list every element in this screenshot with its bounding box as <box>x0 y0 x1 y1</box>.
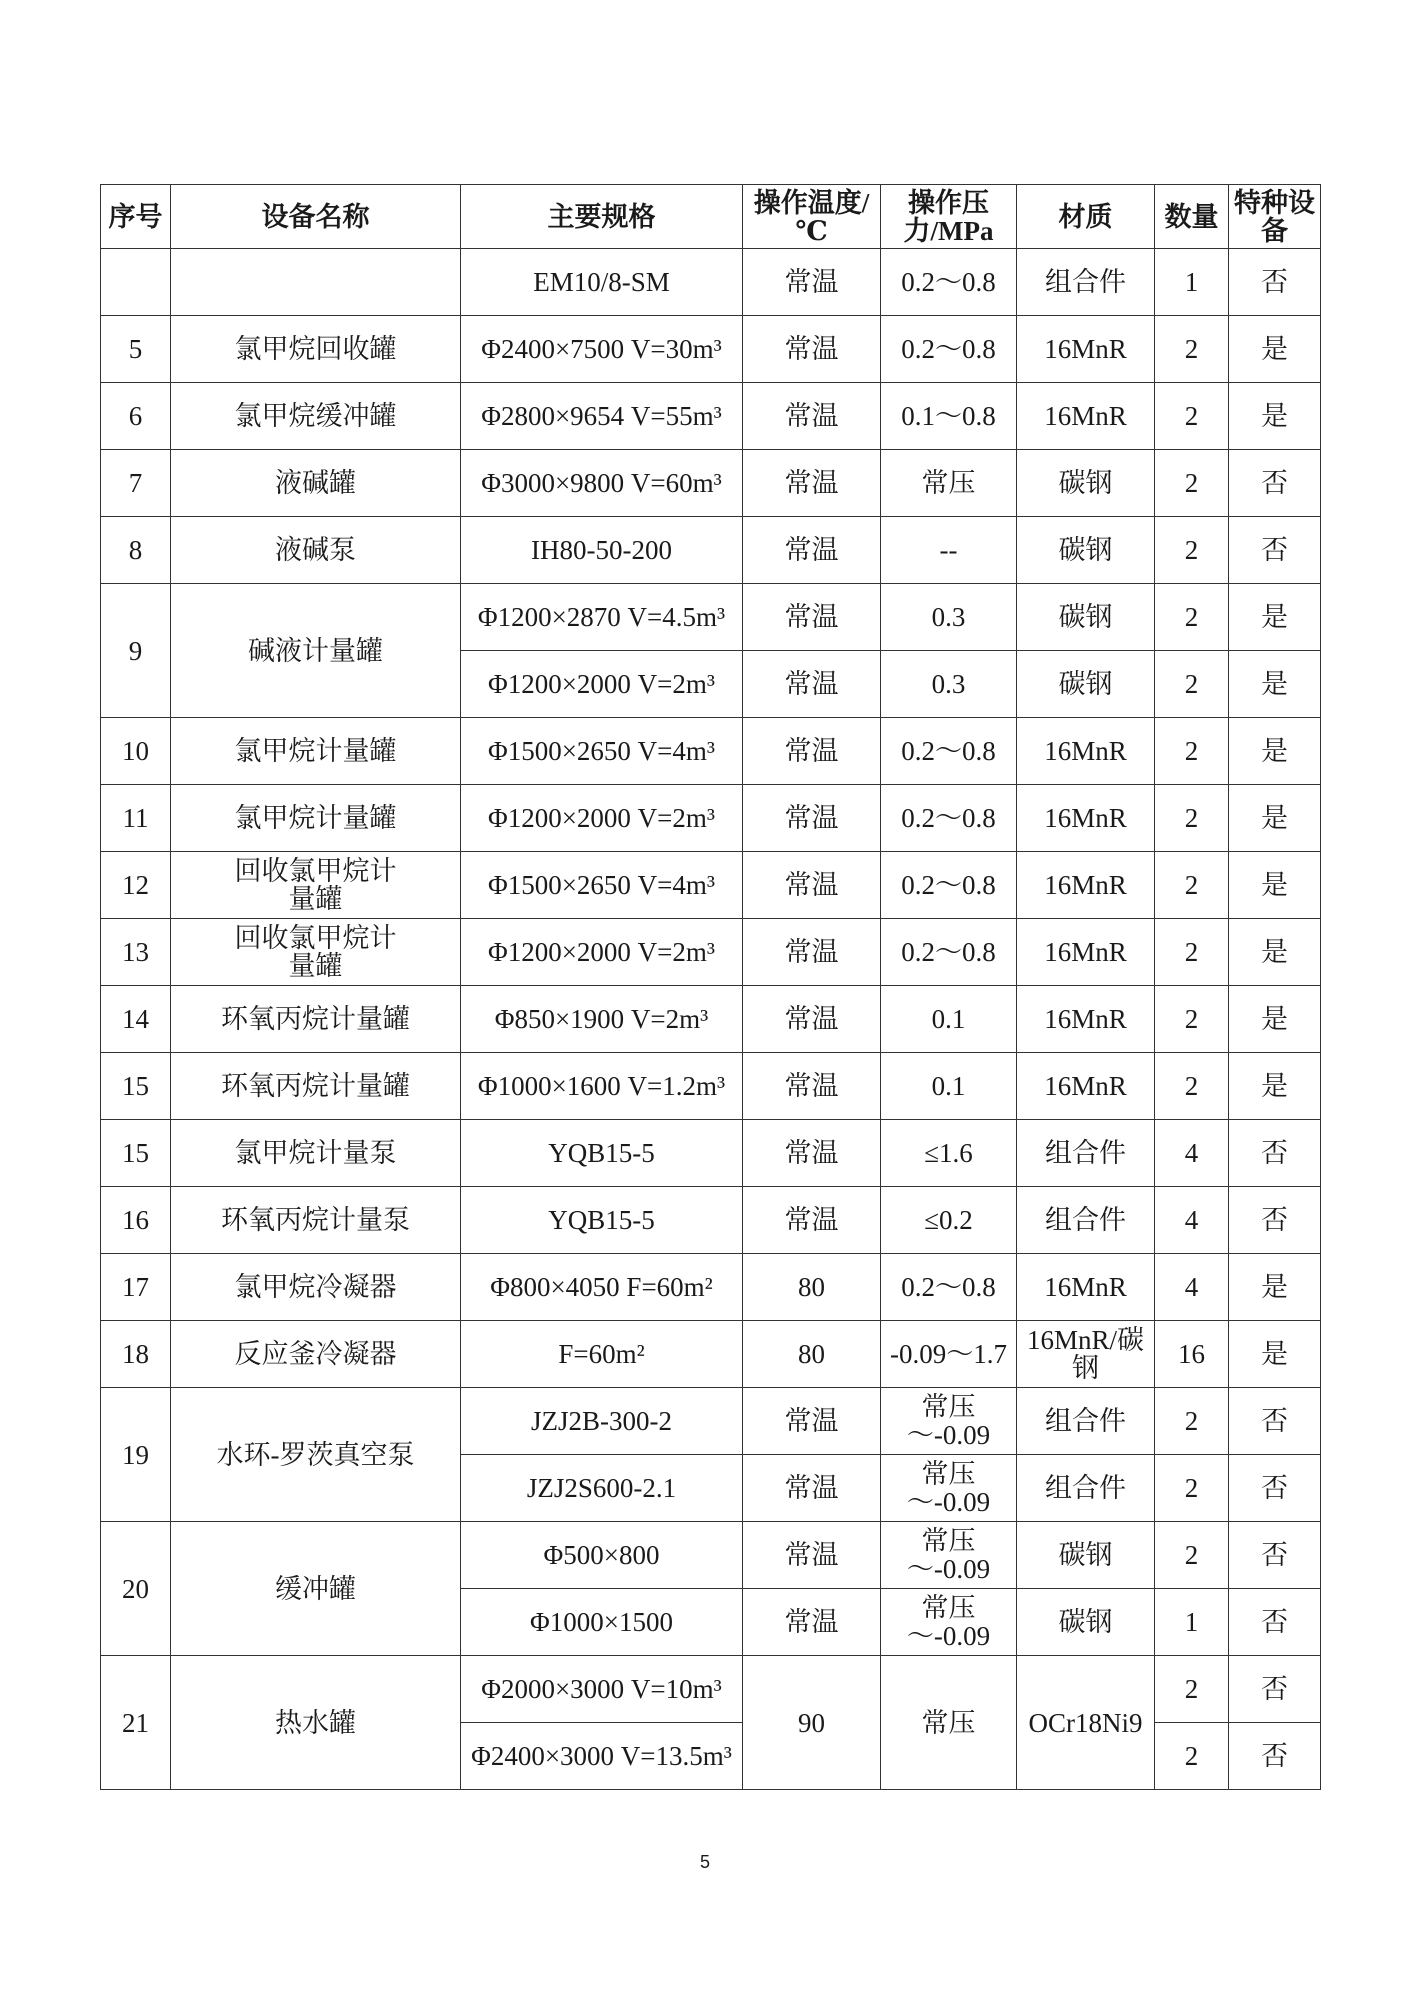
cell-material: 碳钢 <box>1017 1522 1155 1589</box>
header-seq: 序号 <box>101 185 171 249</box>
cell-temp: 常温 <box>743 383 881 450</box>
cell-special: 是 <box>1229 1321 1321 1388</box>
cell-name: 氯甲烷计量泵 <box>171 1120 461 1187</box>
cell-pressure: 0.2～0.8 <box>881 919 1017 986</box>
cell-temp: 常温 <box>743 249 881 316</box>
cell-temp: 常温 <box>743 1522 881 1589</box>
cell-material: 碳钢 <box>1017 1589 1155 1656</box>
cell-seq: 6 <box>101 383 171 450</box>
cell-qty: 2 <box>1155 1656 1229 1723</box>
cell-qty: 2 <box>1155 584 1229 651</box>
cell-name: 回收氯甲烷计量罐 <box>171 919 461 986</box>
cell-temp: 常温 <box>743 1187 881 1254</box>
table-row <box>101 383 1321 450</box>
cell-pressure: 常压～-0.09 <box>881 1388 1017 1455</box>
cell-temp: 常温 <box>743 785 881 852</box>
table-row <box>101 852 1321 919</box>
cell-qty: 16 <box>1155 1321 1229 1388</box>
cell-seq: 16 <box>101 1187 171 1254</box>
cell-qty: 4 <box>1155 1254 1229 1321</box>
cell-spec: F=60m² <box>461 1321 743 1388</box>
cell-qty: 4 <box>1155 1187 1229 1254</box>
cell-spec: EM10/8-SM <box>461 249 743 316</box>
cell-name: 环氧丙烷计量罐 <box>171 1053 461 1120</box>
cell-qty: 2 <box>1155 651 1229 718</box>
cell-seq: 10 <box>101 718 171 785</box>
cell-name: 碱液计量罐 <box>171 584 461 718</box>
cell-spec: YQB15-5 <box>461 1120 743 1187</box>
cell-material: 16MnR <box>1017 1254 1155 1321</box>
table-row <box>101 919 1321 986</box>
cell-qty: 2 <box>1155 919 1229 986</box>
cell-temp: 常温 <box>743 517 881 584</box>
table-row <box>101 1656 1321 1723</box>
cell-material: 16MnR <box>1017 383 1155 450</box>
cell-temp: 常温 <box>743 1120 881 1187</box>
cell-material: OCr18Ni9 <box>1017 1656 1155 1790</box>
cell-special: 是 <box>1229 1053 1321 1120</box>
cell-qty: 2 <box>1155 852 1229 919</box>
cell-qty: 4 <box>1155 1120 1229 1187</box>
cell-qty: 2 <box>1155 718 1229 785</box>
cell-pressure: 常压～-0.09 <box>881 1522 1017 1589</box>
cell-special: 是 <box>1229 584 1321 651</box>
table-row <box>101 986 1321 1053</box>
table-row <box>101 517 1321 584</box>
cell-pressure: -0.09～1.7 <box>881 1321 1017 1388</box>
cell-name <box>171 249 461 316</box>
cell-spec: Φ500×800 <box>461 1522 743 1589</box>
cell-name: 液碱泵 <box>171 517 461 584</box>
cell-pressure: 常压～-0.09 <box>881 1455 1017 1522</box>
cell-spec: JZJ2B-300-2 <box>461 1388 743 1455</box>
cell-pressure: 0.2～0.8 <box>881 249 1017 316</box>
cell-qty: 2 <box>1155 1723 1229 1790</box>
cell-seq: 12 <box>101 852 171 919</box>
cell-spec: Φ2800×9654 V=55m³ <box>461 383 743 450</box>
cell-name: 热水罐 <box>171 1656 461 1790</box>
cell-name: 氯甲烷回收罐 <box>171 316 461 383</box>
cell-spec: Φ1200×2000 V=2m³ <box>461 651 743 718</box>
cell-special: 否 <box>1229 517 1321 584</box>
cell-name: 反应釜冷凝器 <box>171 1321 461 1388</box>
cell-seq: 11 <box>101 785 171 852</box>
cell-spec: Φ1200×2870 V=4.5m³ <box>461 584 743 651</box>
cell-spec: Φ800×4050 F=60m² <box>461 1254 743 1321</box>
header-temp: 操作温度/℃ <box>743 185 881 249</box>
cell-spec: Φ3000×9800 V=60m³ <box>461 450 743 517</box>
cell-pressure: 0.2～0.8 <box>881 785 1017 852</box>
cell-special: 是 <box>1229 316 1321 383</box>
cell-temp: 常温 <box>743 584 881 651</box>
cell-temp: 90 <box>743 1656 881 1790</box>
cell-temp: 常温 <box>743 1388 881 1455</box>
cell-temp: 80 <box>743 1254 881 1321</box>
cell-spec: Φ1200×2000 V=2m³ <box>461 919 743 986</box>
cell-qty: 2 <box>1155 450 1229 517</box>
table-row <box>101 718 1321 785</box>
table-row <box>101 450 1321 517</box>
header-material: 材质 <box>1017 185 1155 249</box>
cell-material: 16MnR <box>1017 785 1155 852</box>
cell-special: 否 <box>1229 1187 1321 1254</box>
cell-qty: 2 <box>1155 1455 1229 1522</box>
table-row <box>101 584 1321 651</box>
table-row <box>101 1522 1321 1589</box>
table-row <box>101 316 1321 383</box>
cell-material: 碳钢 <box>1017 450 1155 517</box>
table-row <box>101 1388 1321 1455</box>
cell-spec: YQB15-5 <box>461 1187 743 1254</box>
cell-temp: 常温 <box>743 919 881 986</box>
cell-name: 环氧丙烷计量泵 <box>171 1187 461 1254</box>
cell-material: 组合件 <box>1017 1187 1155 1254</box>
cell-spec: Φ1000×1500 <box>461 1589 743 1656</box>
cell-seq: 15 <box>101 1120 171 1187</box>
cell-spec: Φ1500×2650 V=4m³ <box>461 718 743 785</box>
cell-special: 否 <box>1229 1723 1321 1790</box>
cell-material: 碳钢 <box>1017 584 1155 651</box>
cell-seq: 21 <box>101 1656 171 1790</box>
cell-temp: 常温 <box>743 316 881 383</box>
cell-name: 液碱罐 <box>171 450 461 517</box>
table-row <box>101 249 1321 316</box>
cell-name: 回收氯甲烷计量罐 <box>171 852 461 919</box>
header-special: 特种设备 <box>1229 185 1321 249</box>
cell-pressure: 0.3 <box>881 651 1017 718</box>
cell-qty: 2 <box>1155 1522 1229 1589</box>
cell-qty: 2 <box>1155 1053 1229 1120</box>
cell-material: 16MnR <box>1017 852 1155 919</box>
cell-spec: Φ1500×2650 V=4m³ <box>461 852 743 919</box>
cell-pressure: 0.1～0.8 <box>881 383 1017 450</box>
cell-seq: 15 <box>101 1053 171 1120</box>
cell-qty: 1 <box>1155 249 1229 316</box>
cell-special: 否 <box>1229 1522 1321 1589</box>
table-row <box>101 1187 1321 1254</box>
table-row <box>101 1120 1321 1187</box>
cell-pressure: 0.2～0.8 <box>881 852 1017 919</box>
cell-material: 16MnR <box>1017 1053 1155 1120</box>
cell-special: 是 <box>1229 718 1321 785</box>
cell-name: 水环-罗茨真空泵 <box>171 1388 461 1522</box>
cell-seq: 18 <box>101 1321 171 1388</box>
cell-material: 组合件 <box>1017 249 1155 316</box>
cell-special: 否 <box>1229 1656 1321 1723</box>
equipment-table <box>100 184 1321 1790</box>
cell-pressure: ≤1.6 <box>881 1120 1017 1187</box>
cell-seq: 9 <box>101 584 171 718</box>
cell-special: 否 <box>1229 1120 1321 1187</box>
cell-material: 组合件 <box>1017 1455 1155 1522</box>
table-row <box>101 1254 1321 1321</box>
cell-special: 是 <box>1229 852 1321 919</box>
cell-spec: IH80-50-200 <box>461 517 743 584</box>
cell-material: 16MnR <box>1017 986 1155 1053</box>
cell-temp: 常温 <box>743 718 881 785</box>
cell-material: 组合件 <box>1017 1388 1155 1455</box>
cell-special: 是 <box>1229 919 1321 986</box>
cell-temp: 80 <box>743 1321 881 1388</box>
cell-pressure: 0.1 <box>881 1053 1017 1120</box>
cell-pressure: 常压～-0.09 <box>881 1589 1017 1656</box>
cell-pressure: 常压 <box>881 1656 1017 1790</box>
cell-seq: 8 <box>101 517 171 584</box>
cell-material: 16MnR <box>1017 718 1155 785</box>
page-number: 5 <box>699 1852 710 1872</box>
cell-temp: 常温 <box>743 852 881 919</box>
cell-pressure: -- <box>881 517 1017 584</box>
cell-seq: 14 <box>101 986 171 1053</box>
cell-seq: 13 <box>101 919 171 986</box>
cell-qty: 1 <box>1155 1589 1229 1656</box>
table-row <box>101 1053 1321 1120</box>
cell-temp: 常温 <box>743 1053 881 1120</box>
cell-special: 否 <box>1229 1455 1321 1522</box>
cell-temp: 常温 <box>743 986 881 1053</box>
cell-qty: 2 <box>1155 785 1229 852</box>
header-pressure: 操作压力/MPa <box>881 185 1017 249</box>
cell-name: 环氧丙烷计量罐 <box>171 986 461 1053</box>
cell-spec: Φ2400×7500 V=30m³ <box>461 316 743 383</box>
cell-qty: 2 <box>1155 1388 1229 1455</box>
cell-seq: 5 <box>101 316 171 383</box>
cell-special: 是 <box>1229 651 1321 718</box>
cell-special: 是 <box>1229 986 1321 1053</box>
cell-special: 否 <box>1229 1388 1321 1455</box>
cell-material: 组合件 <box>1017 1120 1155 1187</box>
cell-name: 氯甲烷计量罐 <box>171 718 461 785</box>
cell-pressure: 0.2～0.8 <box>881 1254 1017 1321</box>
cell-qty: 2 <box>1155 517 1229 584</box>
cell-pressure: 0.2～0.8 <box>881 718 1017 785</box>
cell-special: 否 <box>1229 450 1321 517</box>
cell-temp: 常温 <box>743 1589 881 1656</box>
cell-qty: 2 <box>1155 316 1229 383</box>
cell-spec: Φ1000×1600 V=1.2m³ <box>461 1053 743 1120</box>
cell-temp: 常温 <box>743 651 881 718</box>
header-name: 设备名称 <box>171 185 461 249</box>
cell-name: 氯甲烷缓冲罐 <box>171 383 461 450</box>
header-row <box>101 185 1321 249</box>
cell-pressure: 常压 <box>881 450 1017 517</box>
cell-name: 氯甲烷计量罐 <box>171 785 461 852</box>
header-spec: 主要规格 <box>461 185 743 249</box>
cell-special: 是 <box>1229 1254 1321 1321</box>
cell-special: 是 <box>1229 383 1321 450</box>
cell-temp: 常温 <box>743 1455 881 1522</box>
table-row <box>101 785 1321 852</box>
cell-spec: Φ2400×3000 V=13.5m³ <box>461 1723 743 1790</box>
cell-special: 否 <box>1229 1589 1321 1656</box>
cell-seq: 19 <box>101 1388 171 1522</box>
cell-pressure: ≤0.2 <box>881 1187 1017 1254</box>
cell-material: 碳钢 <box>1017 651 1155 718</box>
cell-seq: 17 <box>101 1254 171 1321</box>
cell-temp: 常温 <box>743 450 881 517</box>
header-qty: 数量 <box>1155 185 1229 249</box>
cell-seq: 7 <box>101 450 171 517</box>
cell-name: 缓冲罐 <box>171 1522 461 1656</box>
cell-spec: Φ1200×2000 V=2m³ <box>461 785 743 852</box>
cell-seq: 20 <box>101 1522 171 1656</box>
cell-special: 是 <box>1229 785 1321 852</box>
cell-spec: Φ850×1900 V=2m³ <box>461 986 743 1053</box>
cell-qty: 2 <box>1155 383 1229 450</box>
cell-special: 否 <box>1229 249 1321 316</box>
cell-material: 碳钢 <box>1017 517 1155 584</box>
cell-qty: 2 <box>1155 986 1229 1053</box>
cell-pressure: 0.2～0.8 <box>881 316 1017 383</box>
cell-material: 16MnR <box>1017 316 1155 383</box>
cell-material: 16MnR <box>1017 919 1155 986</box>
cell-pressure: 0.3 <box>881 584 1017 651</box>
cell-spec: Φ2000×3000 V=10m³ <box>461 1656 743 1723</box>
cell-name: 氯甲烷冷凝器 <box>171 1254 461 1321</box>
table-row <box>101 1321 1321 1388</box>
cell-pressure: 0.1 <box>881 986 1017 1053</box>
cell-spec: JZJ2S600-2.1 <box>461 1455 743 1522</box>
cell-material: 16MnR/碳钢 <box>1017 1321 1155 1388</box>
cell-seq <box>101 249 171 316</box>
